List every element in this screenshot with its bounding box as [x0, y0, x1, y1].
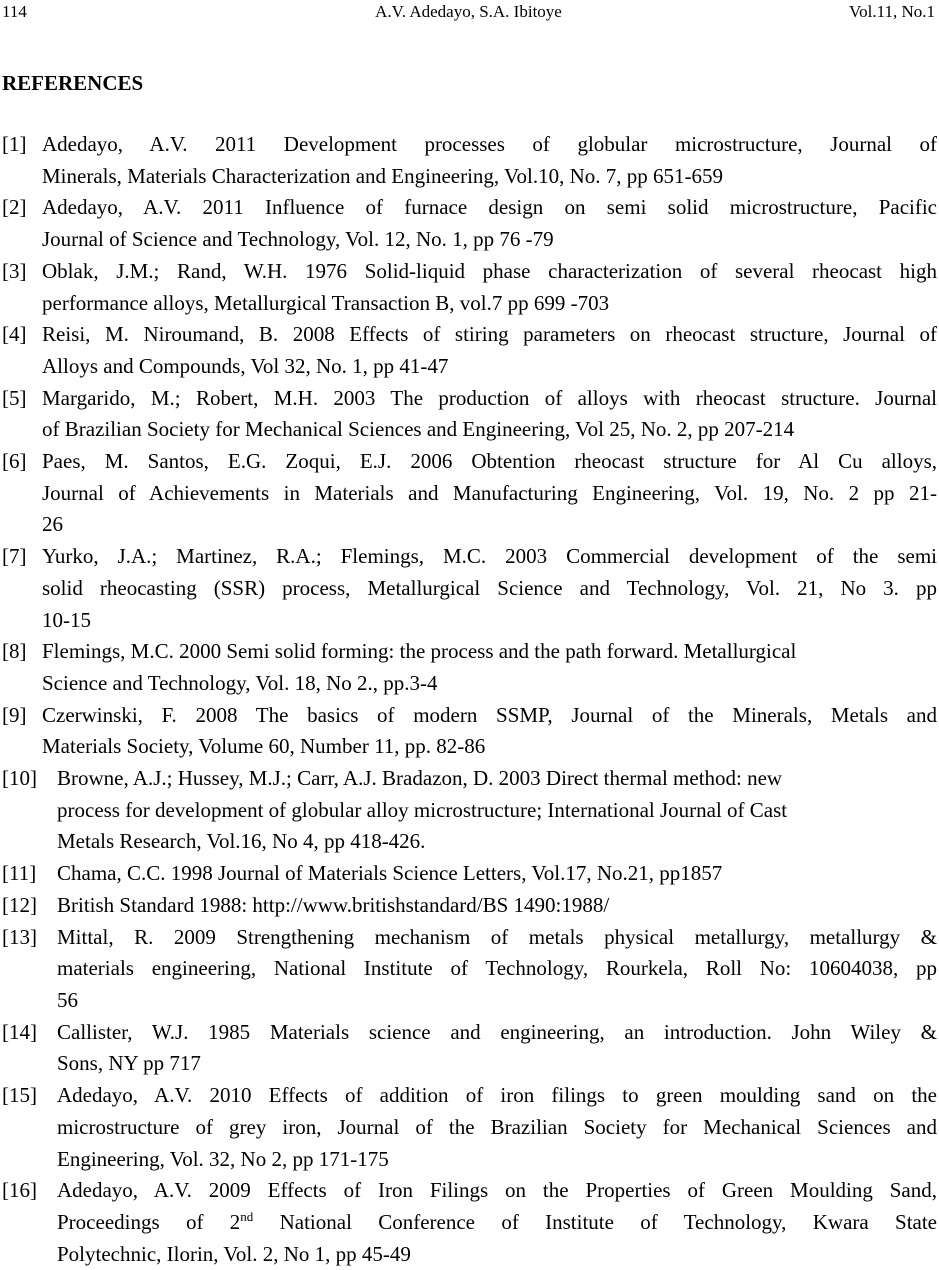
reference-line: solid rheocasting (SSR) process, Metallurgical Science and Technology, Vol. 21, No 3. pp — [42, 575, 937, 600]
reference-item — [0, 890, 937, 922]
reference-line: 56 — [57, 987, 78, 1012]
reference-number: [9] — [2, 702, 27, 727]
reference-line: Adedayo, A.V. 2010 Effects of addition of iron filings to green moulding sand on the — [57, 1083, 937, 1108]
reference-number: [3] — [2, 258, 27, 283]
reference-item — [0, 192, 937, 255]
reference-line: Metals Research, Vol.16, No 4, pp 418-426. — [57, 829, 426, 854]
reference-item — [0, 700, 937, 763]
reference-line: materials engineering, National Institute of Technology, Rourkela, Roll No: 10604038, pp — [57, 956, 937, 981]
reference-line: Alloys and Compounds, Vol 32, No. 1, pp 41-47 — [42, 353, 449, 378]
reference-item — [0, 256, 937, 319]
reference-number: [8] — [2, 639, 27, 664]
reference-item — [0, 1080, 937, 1175]
reference-item — [0, 858, 937, 890]
reference-item — [0, 1017, 937, 1080]
section-title: REFERENCES — [2, 71, 144, 95]
reference-item — [0, 383, 937, 446]
reference-line: microstructure of grey iron, Journal of the Brazilian Society for Mechanical Sciences and — [57, 1114, 937, 1139]
reference-line: Adedayo, A.V. 2011 Development processes of globular microstructure, Journal of — [42, 132, 937, 156]
volume-info: Vol.11, No.1 — [849, 2, 935, 21]
reference-line: Chama, C.C. 1998 Journal of Materials Science Letters, Vol.17, No.21, pp1857 — [57, 861, 723, 886]
reference-line: Reisi, M. Niroumand, B. 2008 Effects of stiring parameters on rheocast structure, Journal of — [42, 322, 937, 347]
reference-line: Mittal, R. 2009 Strengthening mechanism of metals physical metallurgy, metallurgy & — [57, 924, 937, 949]
reference-item — [0, 636, 937, 699]
reference-line: British Standard 1988: http://www.britishstandard/BS 1490:1988/ — [57, 892, 610, 917]
reference-line: 10-15 — [42, 607, 91, 632]
reference-line: Paes, M. Santos, E.G. Zoqui, E.J. 2006 Obtention rheocast structure for Al Cu alloys, — [42, 449, 937, 474]
reference-line: performance alloys, Metallurgical Transaction B, vol.7 pp 699 -703 — [42, 290, 610, 315]
reference-list — [0, 129, 937, 1270]
reference-line: Journal of Achievements in Materials and Manufacturing Engineering, Vol. 19, No. 2 pp 21- — [42, 480, 937, 505]
reference-number: [14] — [2, 1019, 37, 1044]
reference-line: Browne, A.J.; Hussey, M.J.; Carr, A.J. Bradazon, D. 2003 Direct thermal method: new — [57, 766, 783, 791]
reference-item — [0, 922, 937, 1017]
reference-number: [10] — [2, 766, 37, 791]
reference-number: [15] — [2, 1083, 37, 1108]
reference-line: Margarido, M.; Robert, M.H. 2003 The production of alloys with rheocast structure. Journal — [42, 385, 937, 410]
reference-number: [11] — [2, 861, 37, 886]
reference-number: [1] — [2, 132, 27, 156]
reference-item — [0, 446, 937, 541]
reference-line: 26 — [42, 512, 63, 537]
reference-line: Materials Society, Volume 60, Number 11, pp. 82-86 — [42, 734, 486, 759]
reference-line: Czerwinski, F. 2008 The basics of modern SSMP, Journal of the Minerals, Metals and — [42, 702, 937, 727]
running-head-authors: A.V. Adedayo, S.A. Ibitoye — [375, 2, 562, 21]
reference-number: [4] — [2, 322, 27, 347]
reference-line: Science and Technology, Vol. 18, No 2., pp.3-4 — [42, 670, 438, 695]
reference-item — [0, 1175, 937, 1270]
reference-line: Engineering, Vol. 32, No 2, pp 171-175 — [57, 1146, 389, 1171]
reference-number: [13] — [2, 924, 37, 949]
reference-line: Proceedings of 2nd National Conference of Institute of Technology, Kwara State — [57, 1208, 938, 1234]
reference-line: of Brazilian Society for Mechanical Sciences and Engineering, Vol 25, No. 2, pp 207-214 — [42, 417, 795, 442]
reference-line: Minerals, Materials Characterization and Engineering, Vol.10, No. 7, pp 651-659 — [42, 163, 723, 188]
reference-number: [2] — [2, 195, 27, 220]
superscript: nd — [240, 1208, 254, 1224]
reference-line: Polytechnic, Ilorin, Vol. 2, No 1, pp 45-49 — [57, 1241, 411, 1266]
reference-line: Oblak, J.M.; Rand, W.H. 1976 Solid-liquid phase characterization of several rheocast high — [42, 258, 937, 283]
reference-number: [6] — [2, 449, 27, 474]
reference-number: [12] — [2, 892, 37, 917]
reference-line: Adedayo, A.V. 2011 Influence of furnace design on semi solid microstructure, Pacific — [42, 195, 937, 220]
reference-item — [0, 319, 937, 382]
reference-item — [0, 763, 937, 858]
reference-line: Sons, NY pp 717 — [57, 1051, 201, 1076]
page-number: 114 — [2, 2, 27, 21]
page-header — [0, 0, 937, 24]
reference-number: [7] — [2, 544, 27, 569]
reference-line: Flemings, M.C. 2000 Semi solid forming: the process and the path forward. Metallurgical — [42, 639, 797, 664]
reference-line: Callister, W.J. 1985 Materials science and engineering, an introduction. John Wiley & — [57, 1019, 937, 1044]
reference-line: Yurko, J.A.; Martinez, R.A.; Flemings, M.C. 2003 Commercial development of the semi — [42, 544, 937, 569]
reference-number: [5] — [2, 385, 27, 410]
reference-item — [0, 541, 937, 636]
reference-number: [16] — [2, 1178, 37, 1203]
reference-item — [0, 129, 937, 192]
reference-line: process for development of globular alloy microstructure; International Journal of Cast — [57, 797, 788, 822]
reference-line: Journal of Science and Technology, Vol. 12, No. 1, pp 76 -79 — [42, 227, 554, 252]
reference-line: Adedayo, A.V. 2009 Effects of Iron Filings on the Properties of Green Moulding Sand, — [57, 1178, 937, 1203]
